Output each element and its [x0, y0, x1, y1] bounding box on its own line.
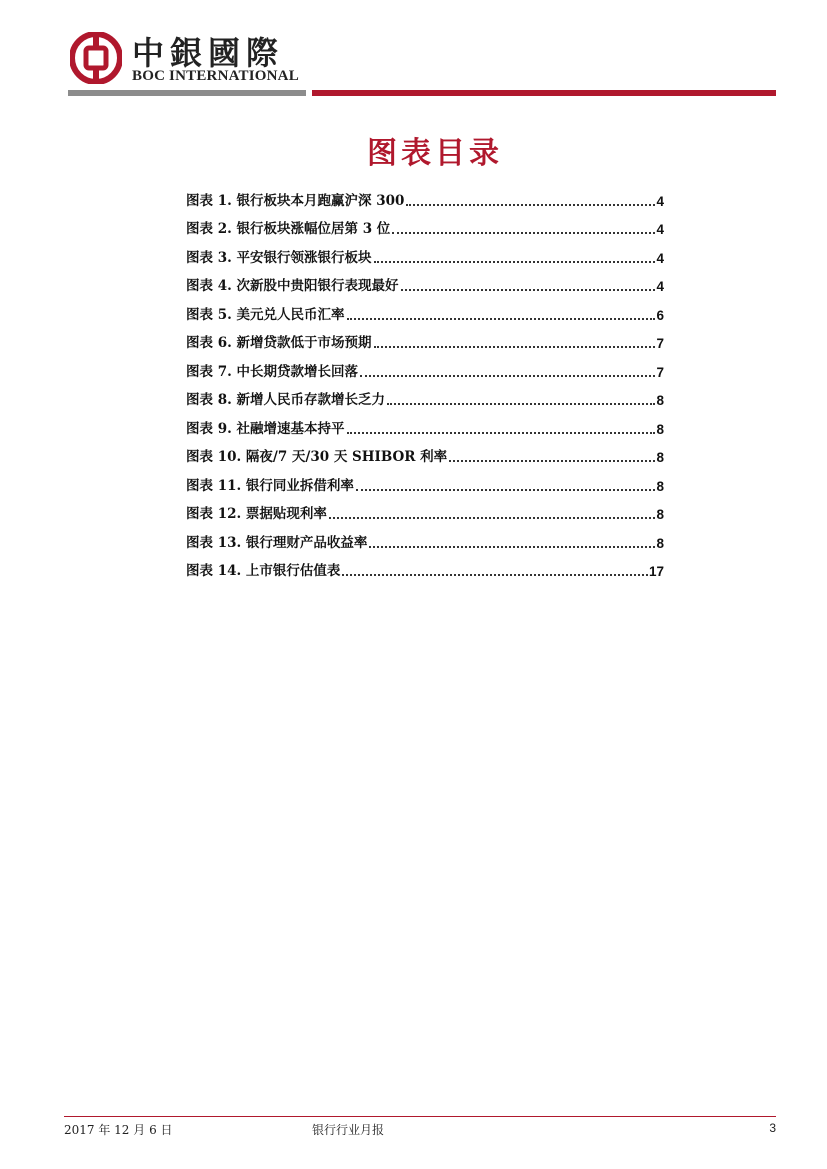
- toc-entry[interactable]: [186, 209, 664, 238]
- toc-entry-label[interactable]: 图表 10. 隔夜/7 天/30 天 SHIBOR 利率: [186, 449, 448, 465]
- toc-entry-page[interactable]: 4: [656, 193, 664, 209]
- toc-leader-dots: [449, 460, 655, 462]
- page-title: 图表目录: [367, 136, 503, 171]
- table-of-figures: [186, 180, 664, 579]
- toc-leader-dots: [347, 318, 656, 320]
- toc-leader-dots: [374, 346, 656, 348]
- logo-english-name: BOC INTERNATIONAL: [132, 68, 299, 84]
- header-rule-gray: [68, 90, 306, 96]
- toc-entry-page[interactable]: 4: [656, 279, 664, 294]
- toc-leader-dots: [347, 432, 656, 434]
- toc-entry-page[interactable]: 4: [656, 222, 664, 237]
- toc-leader-dots: [369, 546, 655, 548]
- toc-entry-page[interactable]: 8: [656, 421, 664, 437]
- toc-entry-label[interactable]: 图表 3. 平安银行领涨银行板块: [186, 249, 372, 266]
- toc-entry[interactable]: [186, 323, 664, 352]
- boc-international-logo: [70, 32, 310, 92]
- toc-leader-dots: [392, 232, 655, 234]
- toc-leader-dots: [387, 403, 655, 405]
- toc-entry-label[interactable]: 图表 6. 新增贷款低于市场预期: [186, 335, 372, 351]
- logo-chinese-name: 中銀國際: [132, 34, 285, 72]
- toc-entry-label[interactable]: 图表 14. 上市银行估值表: [186, 563, 341, 579]
- toc-entry-page[interactable]: 8: [656, 478, 664, 494]
- toc-entry-label[interactable]: 图表 8. 新增人民币存款增长乏力: [186, 392, 385, 408]
- footer-rule: [64, 1116, 776, 1117]
- toc-entry[interactable]: [186, 408, 664, 437]
- boc-logo-icon: [70, 32, 122, 84]
- toc-leader-dots: [329, 517, 656, 519]
- toc-entry-page[interactable]: 8: [656, 393, 664, 408]
- toc-entry[interactable]: [186, 494, 664, 523]
- toc-entry-page[interactable]: 6: [656, 307, 664, 323]
- toc-entry[interactable]: [186, 551, 664, 580]
- toc-entry[interactable]: [186, 237, 664, 266]
- toc-entry[interactable]: [186, 266, 664, 295]
- toc-entry-page[interactable]: 8: [656, 450, 664, 465]
- toc-entry-page[interactable]: 4: [656, 250, 664, 266]
- toc-entry-page[interactable]: 8: [656, 507, 664, 522]
- toc-leader-dots: [374, 261, 656, 263]
- toc-entry-page[interactable]: 17: [648, 564, 664, 579]
- toc-entry-label[interactable]: 图表 2. 银行板块涨幅位居第 3 位: [186, 221, 391, 237]
- toc-entry[interactable]: [186, 294, 664, 323]
- toc-entry[interactable]: [186, 465, 664, 494]
- toc-entry-label[interactable]: 图表 11. 银行同业拆借利率: [186, 477, 354, 494]
- toc-entry[interactable]: [186, 522, 664, 551]
- toc-leader-dots: [342, 574, 648, 576]
- toc-entry[interactable]: [186, 437, 664, 466]
- toc-entry-label[interactable]: 图表 5. 美元兑人民币汇率: [186, 306, 345, 323]
- footer-report-type: 银行行业月报: [312, 1123, 385, 1137]
- toc-entry-page[interactable]: 7: [656, 364, 664, 380]
- toc-entry-label[interactable]: 图表 9. 社融增速基本持平: [186, 420, 345, 437]
- toc-entry-page[interactable]: 7: [656, 336, 664, 351]
- footer-page-number: 3: [769, 1121, 776, 1135]
- toc-leader-dots: [406, 204, 655, 206]
- toc-entry-label[interactable]: 图表 1. 银行板块本月跑赢沪深 300: [186, 192, 405, 209]
- toc-entry-label[interactable]: 图表 7. 中长期贷款增长回落: [186, 363, 358, 380]
- footer-date: 2017 年 12 月 6 日: [64, 1123, 173, 1137]
- toc-entry[interactable]: [186, 180, 664, 209]
- toc-entry-label[interactable]: 图表 4. 次新股中贵阳银行表现最好: [186, 278, 399, 294]
- toc-entry[interactable]: [186, 351, 664, 380]
- header-rule-red: [312, 90, 776, 96]
- toc-leader-dots: [356, 489, 656, 491]
- toc-entry-page[interactable]: 8: [656, 535, 664, 551]
- toc-entry-label[interactable]: 图表 12. 票据贴现利率: [186, 506, 327, 522]
- toc-entry-label[interactable]: 图表 13. 银行理财产品收益率: [186, 534, 368, 551]
- toc-leader-dots: [401, 289, 656, 291]
- toc-leader-dots: [360, 375, 655, 377]
- toc-entry[interactable]: [186, 380, 664, 409]
